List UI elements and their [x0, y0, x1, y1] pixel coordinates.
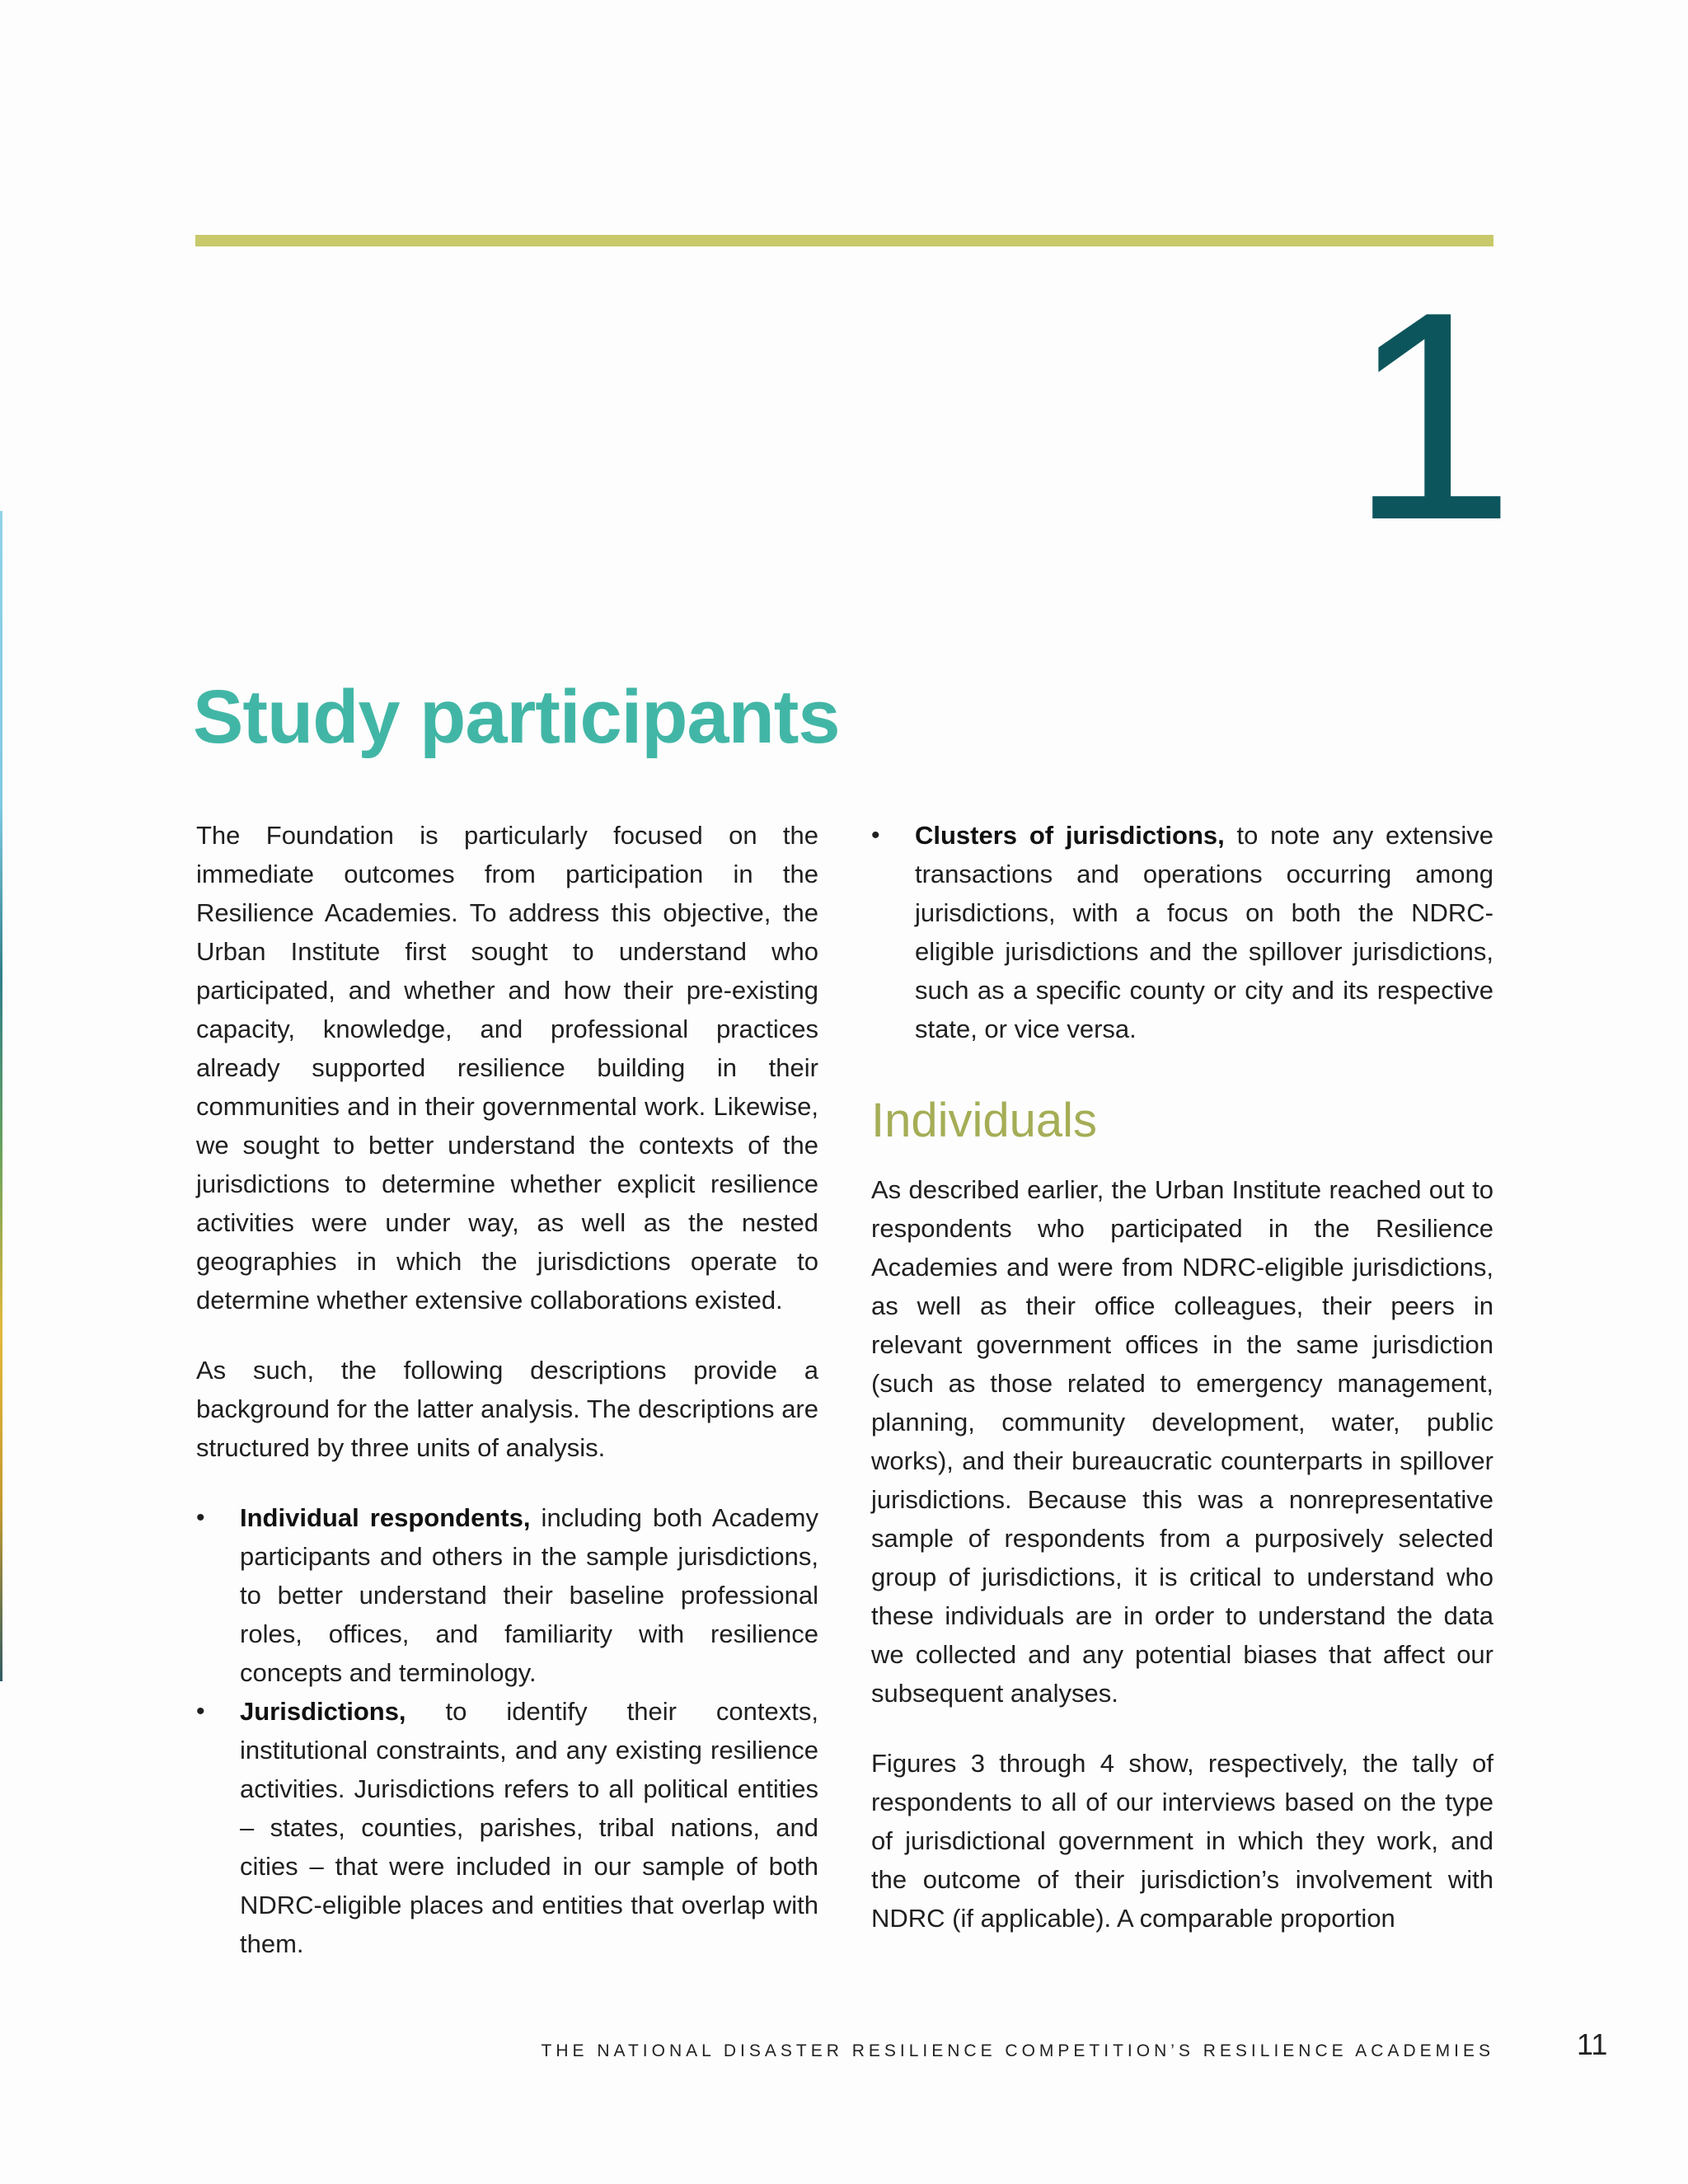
list-item — [196, 1498, 818, 1692]
individuals-paragraph: As described earlier, the Urban Institute reached out to respondents who participated in the Resilience Academies and were from NDRC-eligible jurisdictions, as well as their office colleagues, their peers in relevant government offices in the same jurisdiction (such as those related to emergency management, planning, community development, water, public works), and their bureaucratic counterparts in spillover jurisdictions. Because this was a nonrepresentative sample of respondents from a purposively selected group of jurisdictions, it is critical to understand who these individuals are in order to understand the data we collected and any potential biases that affect our subsequent analyses. — [871, 1175, 1493, 1708]
bullet-icon: • — [871, 822, 880, 849]
list-item-term: Jurisdictions, — [240, 1697, 406, 1726]
list-item-text: to note any extensive transactions and operations occurring among jurisdictions, with a focus on both the NDRC-eligible jurisdictions and the spillover jurisdictions, such as a specific county or city and its respective state, or vice versa. — [915, 821, 1493, 1043]
units-of-analysis-list — [196, 1498, 818, 1963]
list-item-term: Clusters of jurisdictions, — [915, 821, 1225, 850]
intro-paragraph: The Foundation is particularly focused on the immediate outcomes from participation in the Resilience Academies. To address this objective, the Urban Institute first sought to understand who participated, and whether and how their pre-existing capacity, knowledge, and professional practices already supported resilience building in their communities and in their governmental work. Likewise, we sought to better understand the contexts of the jurisdictions to determine whether explicit resilience activities were under way, as well as the nested geographies in which the jurisdictions operate to determine whether extensive collaborations existed. — [196, 821, 818, 1315]
left-column — [196, 816, 818, 1994]
bullet-icon: • — [196, 1504, 205, 1531]
list-item-text: to identify their contexts, institutional constraints, and any existing resilience activities. Jurisdictions refers to all political entities – states, counties, parishes, tribal nations, and cities – that were included in our sample of both NDRC-eligible places and entities that overlap with them. — [240, 1697, 818, 1958]
page-edge-color-strip — [0, 511, 2, 1681]
list-item — [871, 816, 1493, 1048]
figures-paragraph: Figures 3 through 4 show, respectively, the tally of respondents to all of our interviews based on the type of jurisdictional government in which they work, and the outcome of their jurisdiction’s involvement with NDRC (if applicable). A comparable proportion — [871, 1749, 1493, 1933]
running-footer-title: THE NATIONAL DISASTER RESILIENCE COMPETITION’S RESILIENCE ACADEMIES — [541, 2041, 1494, 2060]
list-item-text: including both Academy participants and others in the sample jurisdictions, to better understand their baseline professional roles, offices, and familiarity with resilience concepts and terminology. — [240, 1503, 818, 1687]
section-heading-individuals: Individuals — [871, 1094, 1098, 1147]
list-item — [196, 1692, 818, 1963]
page-title: Study participants — [193, 675, 840, 759]
bullet-icon: • — [196, 1698, 205, 1725]
chapter-number: 1 — [1349, 251, 1507, 582]
right-column — [871, 816, 1493, 1969]
units-of-analysis-list-continued — [871, 816, 1493, 1048]
chapter-top-rule — [195, 235, 1493, 246]
units-paragraph: As such, the following descriptions provide a background for the latter analysis. The descriptions are structured by three units of analysis. — [196, 1356, 818, 1462]
list-item-term: Individual respondents, — [240, 1503, 531, 1532]
page-number: 11 — [1577, 2027, 1608, 2061]
